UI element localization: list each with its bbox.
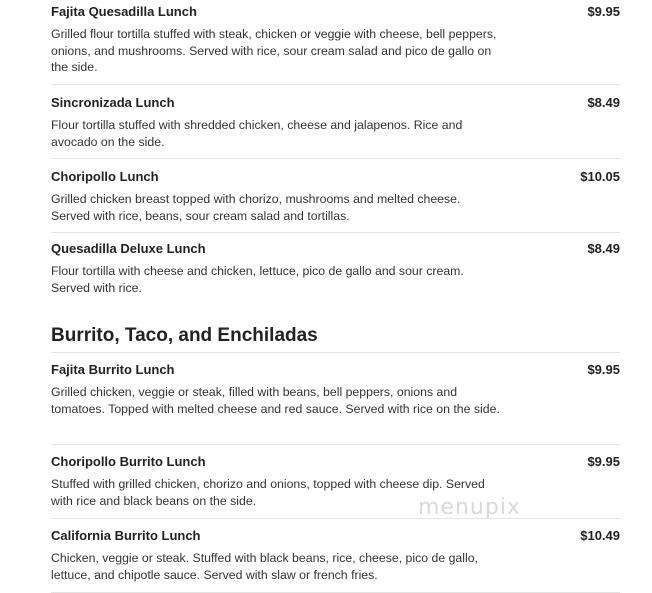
item-price: $9.95 [587, 4, 620, 19]
item-price: $8.49 [587, 241, 620, 256]
menu-item [51, 233, 620, 305]
section-title: Burrito, Taco, and Enchiladas [51, 325, 318, 346]
menu-item [51, 159, 620, 233]
item-price: $8.49 [587, 95, 620, 110]
item-description: Grilled flour tortilla stuffed with steak, chicken or veggie with cheese, bell peppers, onions, and mushrooms. Served with rice, sour cream salad and pico de gallo on the side. [51, 27, 497, 74]
item-name: Quesadilla Deluxe Lunch [51, 241, 206, 256]
item-description: Chicken, veggie or steak. Stuffed with black beans, rice, cheese, pico de gallo, lettuce, and chipotle sauce. Served with slaw or french fries. [51, 551, 478, 582]
item-name: Choripollo Burrito Lunch [51, 454, 206, 469]
item-name: Fajita Quesadilla Lunch [51, 4, 197, 19]
item-description: Flour tortilla with cheese and chicken, lettuce, pico de gallo and sour cream. Served with rice. [51, 264, 464, 295]
menu-item [51, 0, 620, 85]
item-price: $10.05 [580, 169, 620, 184]
section-header [51, 305, 620, 352]
item-name: Choripollo Lunch [51, 169, 159, 184]
item-description: Flour tortilla stuffed with shredded chicken, cheese and jalapenos. Rice and avocado on the side. [51, 118, 463, 149]
item-price: $10.49 [580, 528, 620, 543]
menu-item [51, 445, 620, 519]
item-description: Grilled chicken, veggie or steak, filled with beans, bell peppers, onions and tomatoes. Topped with melted cheese and red sauce. Served with rice on the side. [51, 385, 500, 416]
item-description: Grilled chicken breast topped with chorizo, mushrooms and melted cheese. Served with rice, beans, sour cream salad and tortillas. [51, 192, 461, 223]
item-description: Stuffed with grilled chicken, chorizo and onions, topped with cheese dip. Served with rice and black beans on the side. [51, 477, 485, 508]
menu-item [51, 85, 620, 159]
menu-page [51, 0, 620, 593]
watermark: menupix [418, 495, 521, 520]
menu-item [51, 352, 620, 445]
item-name: California Burrito Lunch [51, 528, 201, 543]
menu-item [51, 519, 620, 593]
item-price: $9.95 [587, 362, 620, 377]
item-name: Fajita Burrito Lunch [51, 362, 175, 377]
item-price: $9.95 [587, 454, 620, 469]
item-name: Sincronizada Lunch [51, 95, 175, 110]
